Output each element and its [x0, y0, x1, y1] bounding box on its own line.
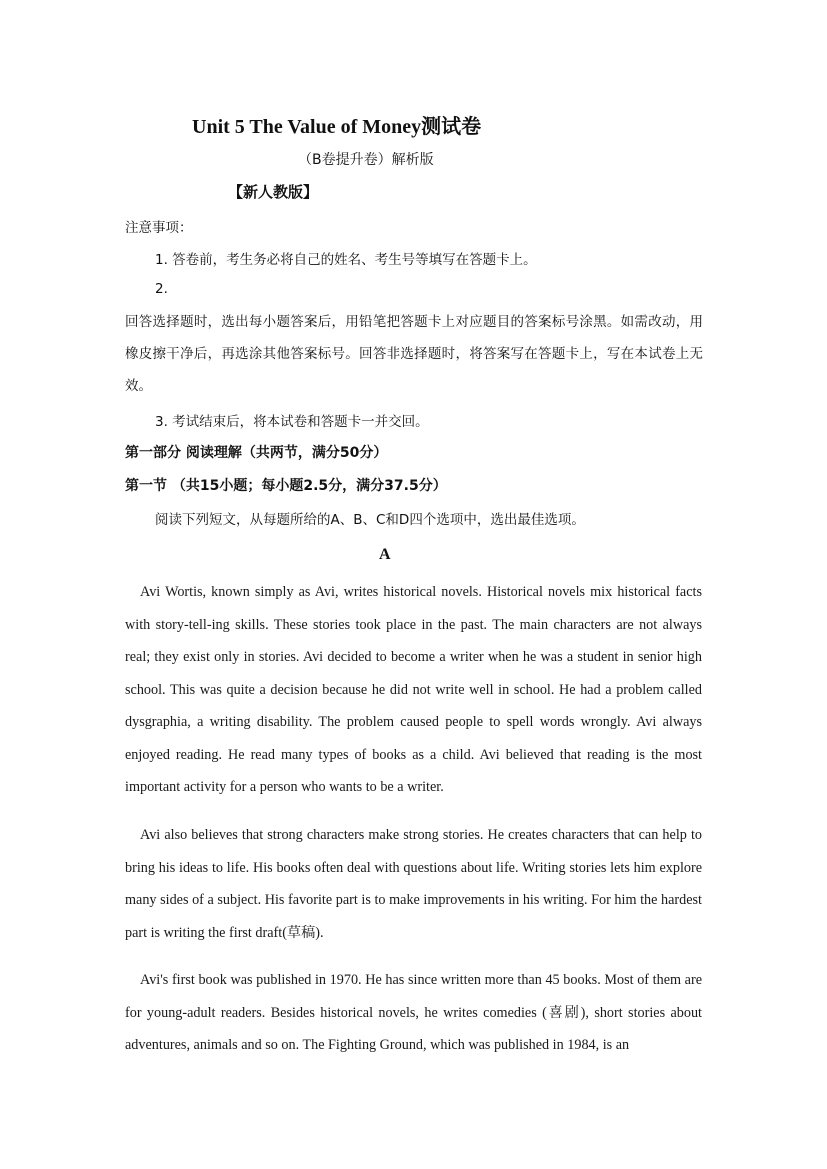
notice-item-1: 1. 答卷前，考生务必将自己的姓名、考生号等填写在答题卡上。 — [155, 252, 537, 268]
notice-item-3: 3. 考试结束后，将本试卷和答题卡一并交回。 — [155, 414, 429, 430]
passage-paragraph-2: Avi also believes that strong characters make strong stories. He creates characters that can help to bring his ideas to life. His books often deal with questions about life. Writing stories lets him explore many sides of a subject. His favorite part is to make improvements in his writing. For him the hardest part is writing the first draft(草稿). — [125, 827, 702, 941]
part-heading: 第一部分 阅读理解（共两节，满分50分） — [125, 445, 388, 461]
section-heading: 第一节 （共15小题；每小题2.5分，满分37.5分） — [125, 478, 447, 494]
passage-letter: A — [379, 546, 391, 563]
page-title: Unit 5 The Value of Money测试卷 — [192, 116, 482, 138]
passage-paragraph-3: Avi's first book was published in 1970. He has since written more than 45 books. Most of them are for young-adult readers. Besides historical novels, he writes comedies (喜剧), short stories about adventures, animals and so on. The Fighting Ground, which was published in 1984, is an — [125, 972, 702, 1053]
notice-item-2-number: 2. — [155, 281, 168, 297]
edition-label: 【新人教版】 — [228, 183, 319, 201]
page-subtitle: （B卷提升卷）解析版 — [298, 152, 434, 168]
reading-instruction: 阅读下列短文，从每题所给的A、B、C和D四个选项中，选出最佳选项。 — [155, 512, 585, 528]
notice-heading: 注意事项： — [125, 220, 193, 236]
notice-item-2-text: 回答选择题时，选出每小题答案后，用铅笔把答题卡上对应题目的答案标号涂黑。如需改动，用橡皮擦干净后，再选涂其他答案标号。回答非选择题时，将答案写在答题卡上，写在本试卷上无效。 — [125, 314, 703, 394]
passage-paragraph-1: Avi Wortis, known simply as Avi, writes historical novels. Historical novels mix historical facts with story-tell-ing skills. These stories took place in the past. The main characters are not always real; they exist only in stories. Avi decided to become a writer when he was a student in senior high school. This was quite a decision because he did not write well in school. He had a problem called dysgraphia, a writing disability. The problem caused people to spell words wrongly. Avi always enjoyed reading. He read many types of books as a child. Avi believed that reading is the most important activity for a person who wants to be a writer. — [125, 584, 702, 795]
